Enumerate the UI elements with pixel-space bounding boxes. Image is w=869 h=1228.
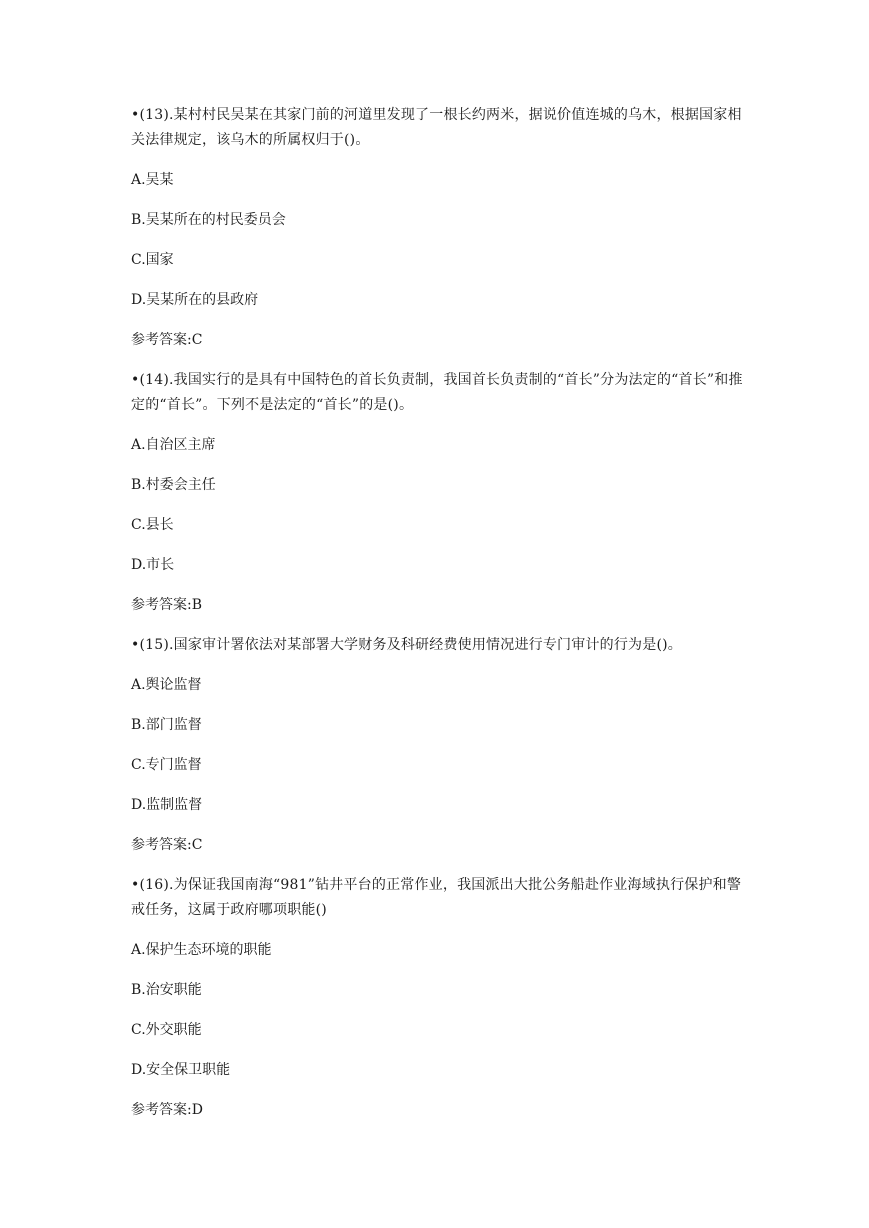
option-d: D.监制监督 (131, 797, 203, 813)
option-d: D.吴某所在的县政府 (131, 292, 259, 308)
option-b: B.吴某所在的村民委员会 (131, 212, 286, 228)
option-d: D.安全保卫职能 (131, 1062, 231, 1078)
question-stem: •(15).国家审计署依法对某部署大学财务及科研经费使用情况进行专门审计的行为是()。 (131, 637, 682, 653)
reference-answer: 参考答案:B (131, 597, 203, 613)
question-16 (131, 873, 751, 1123)
option-c: C.国家 (131, 252, 174, 268)
option-c: C.县长 (131, 517, 174, 533)
question-13 (131, 103, 751, 353)
option-b: B.村委会主任 (131, 477, 216, 493)
option-a: A.吴某 (131, 172, 174, 188)
option-b: B.治安职能 (131, 982, 202, 998)
option-c: C.外交职能 (131, 1022, 202, 1038)
question-14 (131, 368, 751, 618)
question-stem: •(14).我国实行的是具有中国特色的首长负责制，我国首长负责制的“首长”分为法定的“首长”和推定的“首长”。下列不是法定的“首长”的是()。 (131, 372, 743, 413)
question-stem: •(13).某村村民吴某在其家门前的河道里发现了一根长约两米，据说价值连城的乌木，根据国家相关法律规定，该乌木的所属权归于()。 (131, 107, 742, 148)
reference-answer: 参考答案:C (131, 332, 203, 348)
option-a: A.舆论监督 (131, 677, 202, 693)
option-d: D.市长 (131, 557, 175, 573)
option-a: A.自治区主席 (131, 437, 216, 453)
document-page (131, 103, 751, 1138)
reference-answer: 参考答案:C (131, 837, 203, 853)
option-c: C.专门监督 (131, 757, 202, 773)
reference-answer: 参考答案:D (131, 1102, 203, 1118)
question-15 (131, 633, 751, 858)
option-a: A.保护生态环境的职能 (131, 942, 272, 958)
question-stem: •(16).为保证我国南海“981”钻井平台的正常作业，我国派出大批公务船赴作业海域执行保护和警戒任务，这属于政府哪项职能() (131, 877, 742, 918)
option-b: B.部门监督 (131, 717, 202, 733)
